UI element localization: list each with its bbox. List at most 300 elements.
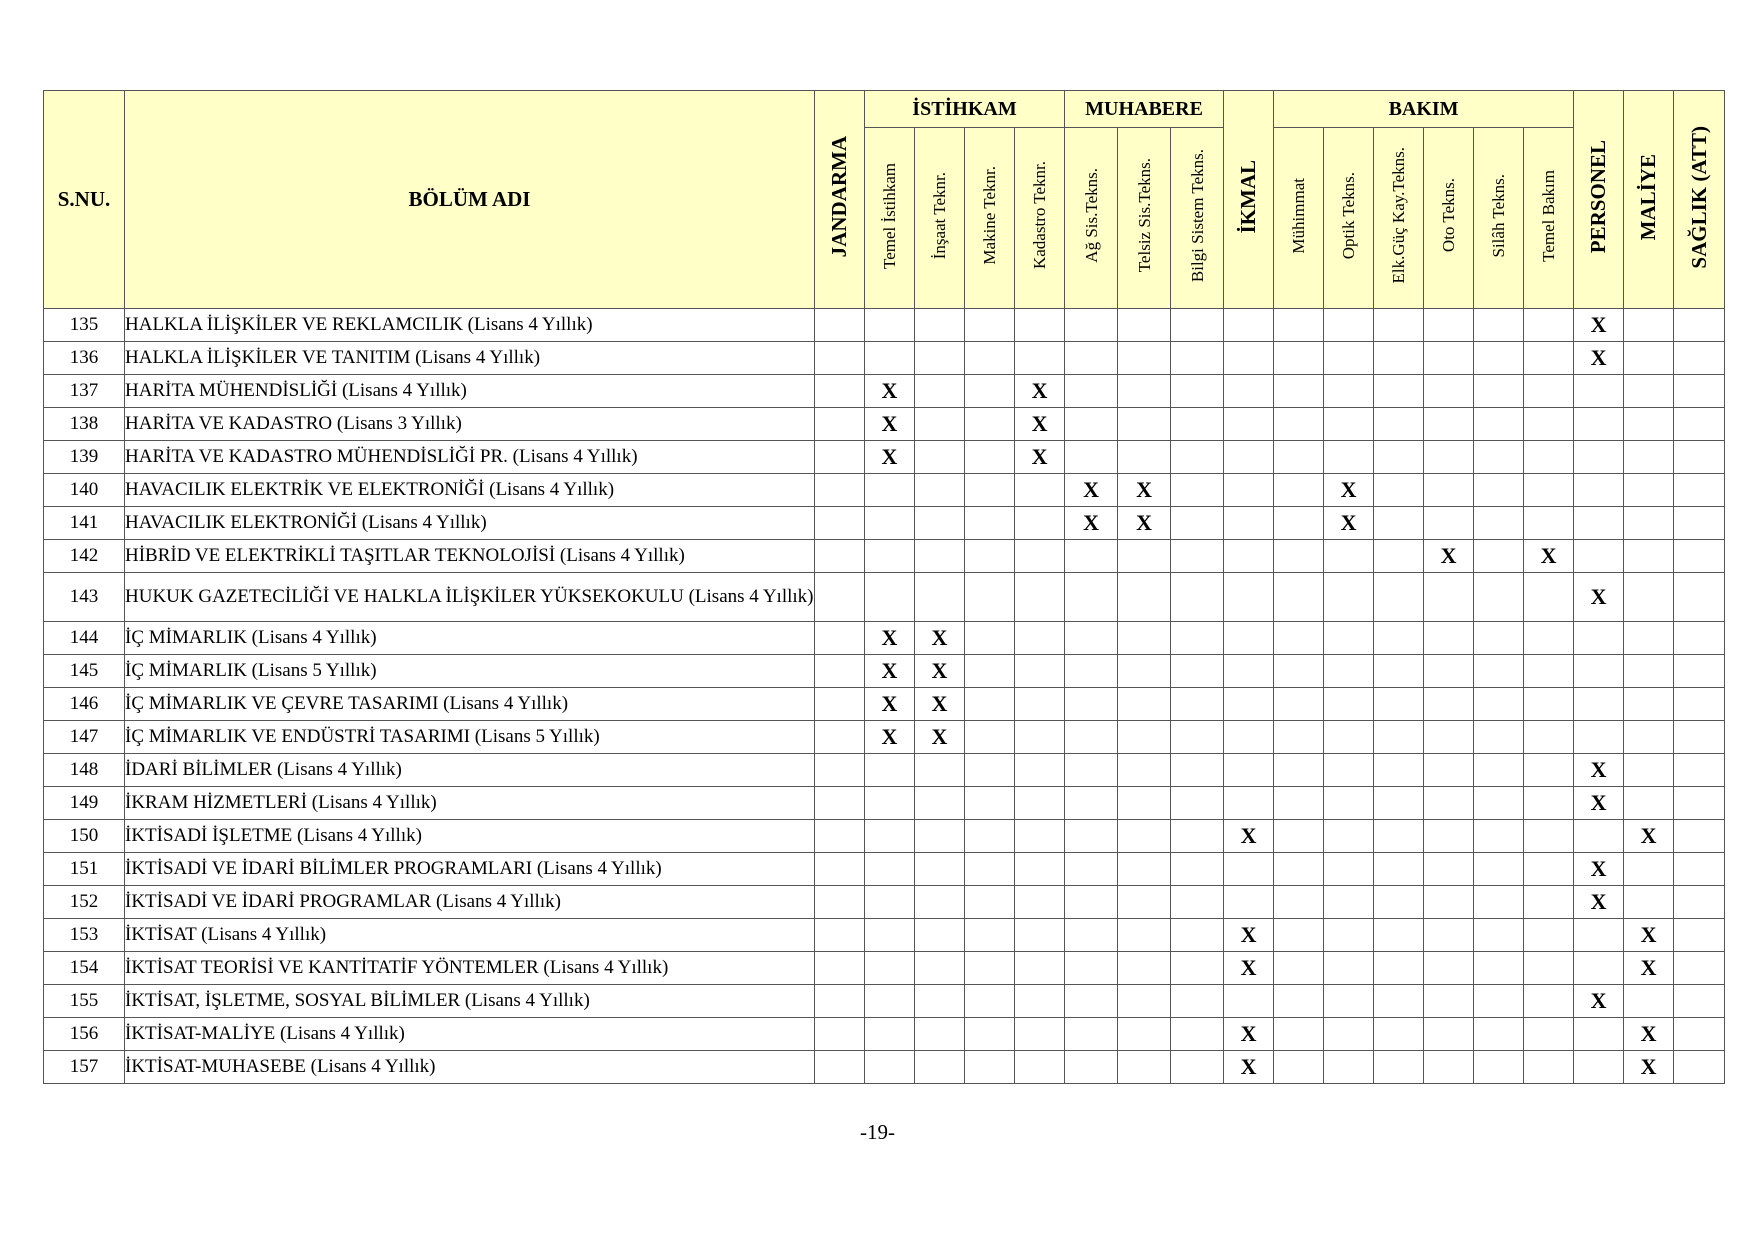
row-mark-cell <box>1624 507 1674 540</box>
row-mark-cell <box>1424 474 1474 507</box>
row-mark-cell <box>1224 375 1274 408</box>
row-mark-cell <box>1274 507 1324 540</box>
row-mark-cell <box>1574 952 1624 985</box>
row-mark-cell <box>1524 622 1574 655</box>
table-row <box>44 655 1725 688</box>
row-mark-cell <box>1474 507 1524 540</box>
row-mark-cell <box>915 441 965 474</box>
row-mark-cell <box>1324 309 1374 342</box>
row-mark-cell <box>1524 375 1574 408</box>
row-mark-cell <box>1374 655 1424 688</box>
row-department-name: İKTİSAT-MALİYE (Lisans 4 Yıllık) <box>125 1018 815 1051</box>
row-mark-cell <box>915 1051 965 1084</box>
row-mark-cell <box>1324 1018 1374 1051</box>
header-col-label: İnşaat Teknr. <box>930 171 949 260</box>
row-mark-cell <box>1674 342 1725 375</box>
row-mark-cell <box>1118 721 1171 754</box>
row-mark-cell <box>865 919 915 952</box>
row-mark-cell <box>1118 1051 1171 1084</box>
row-mark-cell <box>1065 622 1118 655</box>
row-mark-cell <box>1574 820 1624 853</box>
row-mark-cell <box>865 853 915 886</box>
row-mark-cell <box>815 375 865 408</box>
row-mark-cell <box>1424 919 1474 952</box>
row-mark-cell <box>965 474 1015 507</box>
header-col-label: Silâh Tekns. <box>1489 173 1509 258</box>
row-mark-cell <box>815 655 865 688</box>
row-mark-cell <box>1015 985 1065 1018</box>
row-mark-cell <box>1624 342 1674 375</box>
row-mark-cell <box>1674 375 1725 408</box>
row-mark-cell <box>1015 853 1065 886</box>
row-mark-cell: X <box>865 375 915 408</box>
row-mark-cell <box>865 1051 915 1084</box>
table-header <box>44 91 1725 309</box>
row-mark-cell <box>1118 342 1171 375</box>
row-mark-cell <box>1424 655 1474 688</box>
row-mark-cell <box>1224 441 1274 474</box>
row-mark-cell <box>1324 655 1374 688</box>
row-mark-cell <box>1065 787 1118 820</box>
row-mark-cell <box>1171 622 1224 655</box>
row-department-name: İÇ MİMARLIK (Lisans 5 Yıllık) <box>125 655 815 688</box>
row-mark-cell <box>915 754 965 787</box>
row-mark-cell <box>1424 688 1474 721</box>
row-department-name: HİBRİD VE ELEKTRİKLİ TAŞITLAR TEKNOLOJİSİ (Lisans 4 Yıllık) <box>125 540 815 573</box>
row-mark-cell <box>1274 1018 1324 1051</box>
row-mark-cell <box>1424 573 1474 622</box>
row-mark-cell <box>965 507 1015 540</box>
row-mark-cell <box>1015 622 1065 655</box>
row-mark-cell <box>1065 985 1118 1018</box>
row-mark-cell <box>1274 408 1324 441</box>
row-department-name: İKRAM HİZMETLERİ (Lisans 4 Yıllık) <box>125 787 815 820</box>
row-mark-cell <box>815 754 865 787</box>
row-mark-cell <box>1224 688 1274 721</box>
row-mark-cell <box>1324 540 1374 573</box>
table-row <box>44 985 1725 1018</box>
row-mark-cell <box>1524 754 1574 787</box>
row-department-name: İKTİSADİ VE İDARİ PROGRAMLAR (Lisans 4 Yıllık) <box>125 886 815 919</box>
row-mark-cell <box>1424 309 1474 342</box>
row-mark-cell: X <box>1574 309 1624 342</box>
table-row <box>44 886 1725 919</box>
row-mark-cell: X <box>1065 507 1118 540</box>
row-mark-cell <box>915 507 965 540</box>
row-mark-cell <box>1574 655 1624 688</box>
row-mark-cell <box>1171 474 1224 507</box>
row-mark-cell <box>1674 787 1725 820</box>
row-department-name: HAVACILIK ELEKTRİK VE ELEKTRONİĞİ (Lisans 4 Yıllık) <box>125 474 815 507</box>
row-sn: 135 <box>44 309 125 342</box>
row-mark-cell: X <box>865 441 915 474</box>
row-mark-cell <box>1424 952 1474 985</box>
row-department-name: HUKUK GAZETECİLİĞİ VE HALKLA İLİŞKİLER YÜKSEKOKULU (Lisans 4 Yıllık) <box>125 573 815 622</box>
row-mark-cell: X <box>1224 1018 1274 1051</box>
row-mark-cell: X <box>1624 1051 1674 1084</box>
row-mark-cell: X <box>1574 853 1624 886</box>
row-mark-cell <box>915 853 965 886</box>
row-mark-cell <box>915 886 965 919</box>
row-mark-cell: X <box>1524 540 1574 573</box>
row-mark-cell <box>1274 853 1324 886</box>
header-col-saglik <box>1674 91 1725 309</box>
row-mark-cell <box>1524 886 1574 919</box>
row-mark-cell <box>1274 721 1324 754</box>
row-mark-cell <box>915 985 965 1018</box>
row-mark-cell <box>1624 309 1674 342</box>
row-mark-cell <box>865 787 915 820</box>
row-mark-cell <box>1324 342 1374 375</box>
row-mark-cell <box>1674 655 1725 688</box>
header-col-bilgi-sistem-tekns <box>1171 128 1224 309</box>
row-mark-cell <box>1374 342 1424 375</box>
row-mark-cell <box>1574 1018 1624 1051</box>
row-mark-cell <box>1474 342 1524 375</box>
row-department-name: İÇ MİMARLIK VE ÇEVRE TASARIMI (Lisans 4 Yıllık) <box>125 688 815 721</box>
row-mark-cell: X <box>1118 474 1171 507</box>
row-mark-cell <box>965 540 1015 573</box>
row-mark-cell <box>1118 985 1171 1018</box>
row-mark-cell <box>1524 441 1574 474</box>
row-mark-cell <box>1171 985 1224 1018</box>
row-mark-cell <box>1324 952 1374 985</box>
row-sn: 144 <box>44 622 125 655</box>
row-mark-cell <box>1474 622 1524 655</box>
row-sn: 141 <box>44 507 125 540</box>
row-mark-cell <box>1574 474 1624 507</box>
table-row <box>44 622 1725 655</box>
row-mark-cell <box>1118 408 1171 441</box>
row-mark-cell <box>1015 754 1065 787</box>
row-mark-cell <box>1065 573 1118 622</box>
row-mark-cell <box>1474 886 1524 919</box>
row-mark-cell <box>1624 886 1674 919</box>
row-mark-cell <box>1424 886 1474 919</box>
row-mark-cell <box>1424 441 1474 474</box>
row-mark-cell <box>1118 952 1171 985</box>
row-mark-cell <box>815 919 865 952</box>
row-mark-cell <box>815 952 865 985</box>
row-mark-cell <box>1674 688 1725 721</box>
table-row <box>44 919 1725 952</box>
row-mark-cell <box>1171 540 1224 573</box>
row-mark-cell <box>1524 985 1574 1018</box>
row-mark-cell: X <box>1424 540 1474 573</box>
row-mark-cell <box>1118 622 1171 655</box>
row-mark-cell <box>1574 408 1624 441</box>
row-mark-cell <box>1624 787 1674 820</box>
row-mark-cell: X <box>1624 919 1674 952</box>
row-mark-cell <box>1374 688 1424 721</box>
row-mark-cell <box>1524 1018 1574 1051</box>
row-mark-cell <box>1065 688 1118 721</box>
row-mark-cell <box>965 886 1015 919</box>
row-mark-cell <box>1171 919 1224 952</box>
row-mark-cell <box>1065 721 1118 754</box>
row-mark-cell <box>1474 540 1524 573</box>
row-mark-cell <box>1224 573 1274 622</box>
row-mark-cell: X <box>1065 474 1118 507</box>
row-mark-cell: X <box>915 655 965 688</box>
table-row <box>44 754 1725 787</box>
row-department-name: İDARİ BİLİMLER (Lisans 4 Yıllık) <box>125 754 815 787</box>
header-col-label: MALİYE <box>1636 153 1661 241</box>
row-mark-cell <box>1065 886 1118 919</box>
header-col-label: JANDARMA <box>827 136 851 258</box>
row-mark-cell <box>1424 1018 1474 1051</box>
row-mark-cell <box>965 573 1015 622</box>
header-col-ikmal <box>1224 91 1274 309</box>
row-mark-cell <box>1015 688 1065 721</box>
row-mark-cell <box>1274 1051 1324 1084</box>
row-mark-cell <box>1324 622 1374 655</box>
row-mark-cell <box>865 474 915 507</box>
row-mark-cell <box>1171 309 1224 342</box>
row-mark-cell <box>1065 342 1118 375</box>
row-mark-cell: X <box>865 688 915 721</box>
header-group-bakim: BAKIM <box>1274 91 1574 128</box>
row-mark-cell <box>915 375 965 408</box>
row-mark-cell: X <box>1324 474 1374 507</box>
row-mark-cell <box>1274 474 1324 507</box>
row-mark-cell <box>815 886 865 919</box>
row-mark-cell <box>965 622 1015 655</box>
row-mark-cell <box>1015 309 1065 342</box>
row-mark-cell <box>1624 408 1674 441</box>
row-mark-cell <box>1374 408 1424 441</box>
row-mark-cell <box>1015 474 1065 507</box>
row-mark-cell <box>915 342 965 375</box>
row-mark-cell <box>1171 441 1224 474</box>
header-col-label: Optik Tekns. <box>1339 171 1359 260</box>
header-col-label: Elk.Güç Kay.Tekns. <box>1389 147 1409 284</box>
row-department-name: İKTİSAT TEORİSİ VE KANTİTATİF YÖNTEMLER (Lisans 4 Yıllık) <box>125 952 815 985</box>
row-mark-cell <box>865 573 915 622</box>
table-row <box>44 441 1725 474</box>
row-mark-cell <box>1015 573 1065 622</box>
row-mark-cell <box>1474 309 1524 342</box>
row-mark-cell <box>1118 441 1171 474</box>
row-mark-cell <box>1065 408 1118 441</box>
row-mark-cell: X <box>1224 919 1274 952</box>
row-mark-cell <box>1015 820 1065 853</box>
row-mark-cell <box>965 1051 1015 1084</box>
row-mark-cell <box>1474 688 1524 721</box>
row-mark-cell <box>1118 309 1171 342</box>
row-mark-cell <box>1118 919 1171 952</box>
row-mark-cell <box>1324 754 1374 787</box>
row-mark-cell <box>1171 952 1224 985</box>
table-row <box>44 688 1725 721</box>
row-mark-cell <box>1624 474 1674 507</box>
row-mark-cell <box>965 787 1015 820</box>
table-row <box>44 853 1725 886</box>
row-mark-cell <box>1224 540 1274 573</box>
row-mark-cell <box>1171 1051 1224 1084</box>
row-mark-cell <box>1474 441 1524 474</box>
row-mark-cell <box>1324 1051 1374 1084</box>
row-mark-cell <box>1374 441 1424 474</box>
row-mark-cell <box>1118 540 1171 573</box>
row-mark-cell <box>1224 507 1274 540</box>
header-col-label: Ağ Sis.Tekns. <box>1081 168 1101 263</box>
row-mark-cell <box>1065 441 1118 474</box>
row-mark-cell <box>1224 853 1274 886</box>
row-mark-cell <box>865 507 915 540</box>
row-mark-cell <box>1171 754 1224 787</box>
row-mark-cell <box>1624 622 1674 655</box>
row-mark-cell <box>815 309 865 342</box>
row-mark-cell <box>1015 919 1065 952</box>
row-mark-cell <box>1015 342 1065 375</box>
row-mark-cell <box>1015 787 1065 820</box>
row-mark-cell <box>1624 540 1674 573</box>
row-mark-cell <box>1171 721 1224 754</box>
row-mark-cell <box>1224 342 1274 375</box>
row-mark-cell <box>1524 342 1574 375</box>
row-mark-cell <box>1674 408 1725 441</box>
row-mark-cell <box>1324 408 1374 441</box>
row-mark-cell <box>815 985 865 1018</box>
row-mark-cell <box>965 919 1015 952</box>
header-col-label: Mühimmat <box>1289 177 1309 254</box>
row-mark-cell <box>1274 985 1324 1018</box>
row-mark-cell <box>1065 655 1118 688</box>
row-mark-cell <box>1424 721 1474 754</box>
row-mark-cell <box>1015 540 1065 573</box>
table-row <box>44 342 1725 375</box>
row-sn: 155 <box>44 985 125 1018</box>
row-mark-cell <box>965 721 1015 754</box>
row-mark-cell <box>1274 820 1324 853</box>
row-mark-cell <box>1474 655 1524 688</box>
row-mark-cell <box>915 952 965 985</box>
row-mark-cell <box>1624 853 1674 886</box>
header-group-muhabere: MUHABERE <box>1065 91 1224 128</box>
row-mark-cell <box>1424 853 1474 886</box>
row-mark-cell <box>1171 573 1224 622</box>
row-mark-cell <box>815 622 865 655</box>
row-mark-cell <box>1674 721 1725 754</box>
row-department-name: HAVACILIK ELEKTRONİĞİ (Lisans 4 Yıllık) <box>125 507 815 540</box>
row-mark-cell <box>1374 721 1424 754</box>
row-mark-cell <box>1574 507 1624 540</box>
row-mark-cell <box>1374 1018 1424 1051</box>
table-row <box>44 408 1725 441</box>
row-mark-cell <box>1374 952 1424 985</box>
row-mark-cell <box>1674 309 1725 342</box>
row-mark-cell <box>815 1051 865 1084</box>
row-sn: 147 <box>44 721 125 754</box>
row-mark-cell <box>1374 853 1424 886</box>
row-sn: 149 <box>44 787 125 820</box>
row-mark-cell <box>1524 721 1574 754</box>
table-row <box>44 507 1725 540</box>
table-row <box>44 787 1725 820</box>
row-mark-cell <box>1574 688 1624 721</box>
row-mark-cell <box>815 820 865 853</box>
row-mark-cell <box>915 919 965 952</box>
row-mark-cell <box>1224 655 1274 688</box>
row-mark-cell <box>1474 1018 1524 1051</box>
row-mark-cell: X <box>1224 820 1274 853</box>
row-mark-cell <box>1674 853 1725 886</box>
row-department-name: İÇ MİMARLIK (Lisans 4 Yıllık) <box>125 622 815 655</box>
row-mark-cell <box>1118 1018 1171 1051</box>
row-mark-cell <box>1374 886 1424 919</box>
row-mark-cell: X <box>1015 408 1065 441</box>
row-mark-cell <box>1374 375 1424 408</box>
row-mark-cell <box>865 754 915 787</box>
table-row <box>44 474 1725 507</box>
row-mark-cell <box>1674 622 1725 655</box>
row-sn: 138 <box>44 408 125 441</box>
row-mark-cell <box>1574 375 1624 408</box>
row-mark-cell <box>815 787 865 820</box>
row-mark-cell <box>1065 1018 1118 1051</box>
header-col-label: SAĞLIK (ATT) <box>1686 125 1711 269</box>
row-mark-cell <box>915 309 965 342</box>
row-sn: 146 <box>44 688 125 721</box>
row-mark-cell <box>1474 919 1524 952</box>
row-mark-cell <box>1474 820 1524 853</box>
header-col-elk-guc-kay-tekns <box>1374 128 1424 309</box>
row-mark-cell <box>1574 919 1624 952</box>
header-col-personel <box>1574 91 1624 309</box>
header-group-istihkam: İSTİHKAM <box>865 91 1065 128</box>
row-sn: 145 <box>44 655 125 688</box>
row-mark-cell <box>1474 787 1524 820</box>
row-mark-cell <box>1674 820 1725 853</box>
row-mark-cell <box>1374 985 1424 1018</box>
row-mark-cell <box>1065 754 1118 787</box>
row-mark-cell <box>865 1018 915 1051</box>
row-mark-cell <box>1118 573 1171 622</box>
row-mark-cell <box>1274 919 1324 952</box>
row-sn: 140 <box>44 474 125 507</box>
row-mark-cell <box>915 540 965 573</box>
row-mark-cell <box>1624 655 1674 688</box>
row-mark-cell <box>1574 721 1624 754</box>
row-mark-cell: X <box>1324 507 1374 540</box>
row-mark-cell <box>1524 474 1574 507</box>
row-mark-cell <box>1324 886 1374 919</box>
row-mark-cell <box>815 853 865 886</box>
row-mark-cell: X <box>915 721 965 754</box>
row-mark-cell <box>1015 507 1065 540</box>
row-mark-cell <box>1274 441 1324 474</box>
row-mark-cell <box>815 342 865 375</box>
row-sn: 136 <box>44 342 125 375</box>
row-mark-cell <box>1171 1018 1224 1051</box>
header-col-insaat-teknr <box>915 128 965 309</box>
row-mark-cell <box>1118 688 1171 721</box>
table-row <box>44 573 1725 622</box>
row-mark-cell <box>1624 375 1674 408</box>
table-row <box>44 309 1725 342</box>
row-mark-cell <box>1424 754 1474 787</box>
row-mark-cell <box>1374 309 1424 342</box>
row-mark-cell <box>815 507 865 540</box>
row-mark-cell <box>1524 573 1574 622</box>
row-mark-cell <box>915 787 965 820</box>
row-mark-cell <box>1118 375 1171 408</box>
row-mark-cell <box>1274 886 1324 919</box>
row-department-name: İKTİSAT-MUHASEBE (Lisans 4 Yıllık) <box>125 1051 815 1084</box>
row-mark-cell <box>815 1018 865 1051</box>
row-mark-cell: X <box>1624 1018 1674 1051</box>
